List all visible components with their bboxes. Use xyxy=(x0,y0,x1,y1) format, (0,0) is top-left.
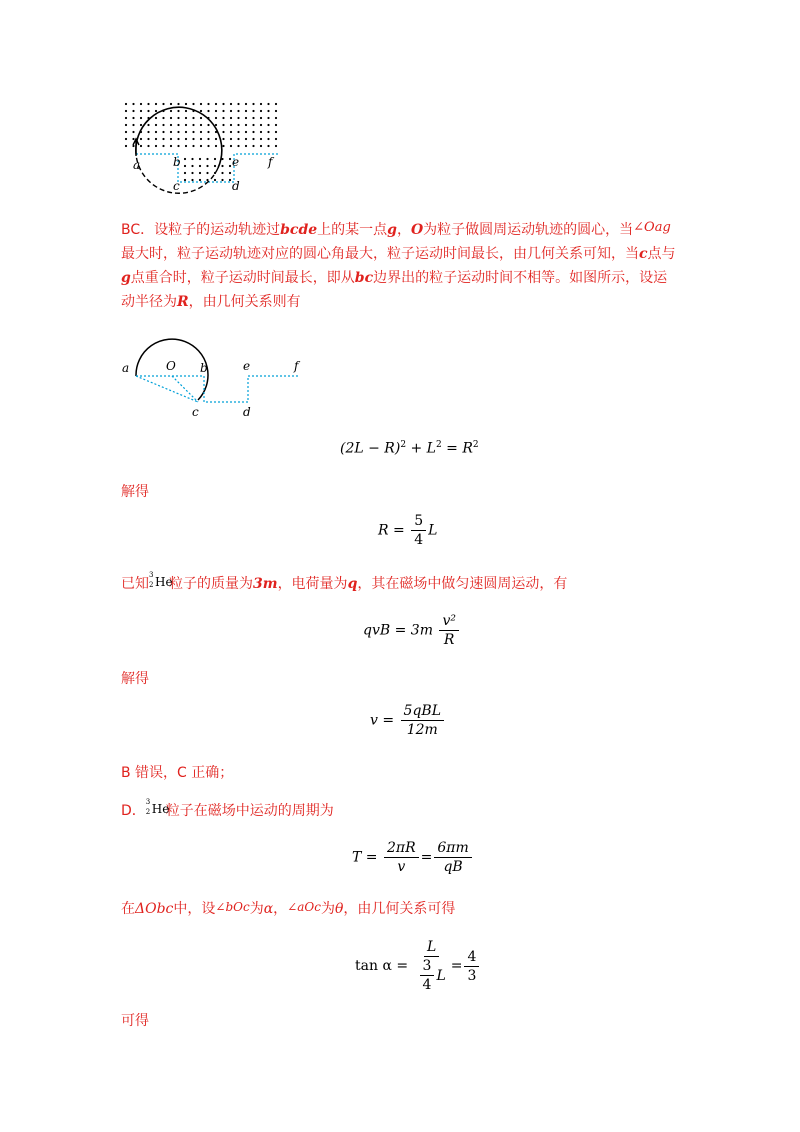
geometry-lines xyxy=(136,376,300,402)
field-dot xyxy=(230,124,232,126)
field-dot xyxy=(184,165,186,167)
field-dot xyxy=(230,117,232,119)
eq1-rhs: = R xyxy=(441,440,473,457)
var-mass: 3m xyxy=(253,576,278,592)
field-dot xyxy=(230,131,232,133)
field-dot xyxy=(132,131,134,133)
field-dot xyxy=(207,131,209,133)
helium-3-symbol xyxy=(145,798,170,816)
text: 粒子的质量为 xyxy=(169,576,253,592)
numerator: v² xyxy=(439,612,459,631)
var-g: g xyxy=(387,222,397,238)
field-dot xyxy=(185,138,187,140)
field-dot xyxy=(125,138,127,140)
option-label-d: D． xyxy=(121,803,146,819)
mass-number: 3 xyxy=(145,798,151,806)
field-dot xyxy=(252,110,254,112)
field-dot xyxy=(230,145,232,147)
fig1-label-c: c xyxy=(173,179,180,193)
equation-5 xyxy=(352,839,474,876)
field-dot xyxy=(140,117,142,119)
var-theta: θ xyxy=(334,901,344,917)
field-dot xyxy=(237,138,239,140)
numerator: L xyxy=(424,938,439,957)
field-dot xyxy=(200,138,202,140)
text: 上的某一点 xyxy=(317,222,388,238)
field-dot xyxy=(252,103,254,105)
field-dot xyxy=(185,145,187,147)
field-dot xyxy=(222,110,224,112)
sup: 2 xyxy=(400,440,407,450)
fraction xyxy=(401,702,444,739)
var-g: g xyxy=(121,270,131,286)
field-dot xyxy=(155,117,157,119)
field-dot xyxy=(199,172,201,174)
field-dot xyxy=(177,138,179,140)
fraction xyxy=(411,512,426,549)
angle-boc: ∠bOc xyxy=(215,900,250,914)
field-dot xyxy=(267,131,269,133)
figure-2-diagram xyxy=(118,330,318,426)
field-dot xyxy=(185,117,187,119)
fig2-label-o: O xyxy=(166,359,176,373)
field-dot xyxy=(252,124,254,126)
text: 在 xyxy=(121,901,135,917)
field-dot xyxy=(162,103,164,105)
field-dot xyxy=(275,131,277,133)
field-dot xyxy=(215,103,217,105)
field-dot xyxy=(155,103,157,105)
field-dot xyxy=(132,124,134,126)
field-dot xyxy=(155,145,157,147)
text: ，由几何关系则有 xyxy=(188,294,301,310)
field-dot xyxy=(185,131,187,133)
text: 设粒子的运动轨迹过 xyxy=(154,222,281,238)
field-dot xyxy=(260,117,262,119)
field-dot xyxy=(185,124,187,126)
field-dot xyxy=(192,103,194,105)
field-dot xyxy=(252,117,254,119)
field-dot xyxy=(192,145,194,147)
field-dot xyxy=(267,138,269,140)
field-dot xyxy=(221,172,223,174)
field-dot xyxy=(260,138,262,140)
field-dot xyxy=(177,103,179,105)
velocity-arrow xyxy=(133,139,139,156)
field-dot xyxy=(222,124,224,126)
denominator-tail: L xyxy=(436,967,446,984)
fig2-label-e: e xyxy=(243,359,251,373)
paragraph-triangle xyxy=(121,898,455,918)
text: 已知 xyxy=(121,576,149,592)
field-dot xyxy=(214,165,216,167)
eq1-lhs: (2L − R) xyxy=(340,440,401,457)
field-dot xyxy=(147,138,149,140)
figure-1-diagram xyxy=(118,96,288,202)
field-dot xyxy=(140,138,142,140)
text: 为粒子做圆周运动轨迹的圆心，当 xyxy=(423,222,634,238)
field-dot xyxy=(260,103,262,105)
denominator: qB xyxy=(443,859,463,875)
compound-fraction xyxy=(415,938,449,994)
field-dot xyxy=(206,158,208,160)
eq6-lhs: tan α = xyxy=(355,958,409,974)
fraction xyxy=(384,839,419,876)
text-kede: 可得 xyxy=(121,1013,149,1029)
field-dot xyxy=(267,145,269,147)
var-bc: bc xyxy=(354,270,374,286)
element-symbol: He xyxy=(155,575,173,589)
text: 中，设 xyxy=(173,901,216,917)
field-dot xyxy=(170,103,172,105)
sup: 2 xyxy=(472,440,479,450)
field-dot xyxy=(207,124,209,126)
field-dot xyxy=(207,110,209,112)
field-dot xyxy=(199,158,201,160)
field-dot xyxy=(252,131,254,133)
field-dot xyxy=(267,103,269,105)
equation-1 xyxy=(340,440,479,457)
field-dot xyxy=(206,172,208,174)
text: ， xyxy=(273,901,288,917)
numerator: 6πm xyxy=(434,839,471,858)
fig1-label-d: d xyxy=(232,179,240,193)
eq4-lhs: v = xyxy=(370,712,395,729)
field-dot xyxy=(191,172,193,174)
field-dot xyxy=(252,145,254,147)
text: 为 xyxy=(249,901,264,917)
numerator: 4 xyxy=(464,948,479,967)
var-c: c xyxy=(639,246,648,262)
field-dot xyxy=(275,145,277,147)
eq5-lhs: T = xyxy=(352,849,378,866)
fig2-label-b: b xyxy=(200,361,208,375)
field-dot xyxy=(245,124,247,126)
field-dot xyxy=(170,117,172,119)
field-dot xyxy=(132,138,134,140)
text: 点与 xyxy=(647,246,676,262)
field-dot xyxy=(206,165,208,167)
field-dot xyxy=(147,110,149,112)
field-dot xyxy=(245,110,247,112)
eq2-rhs: L xyxy=(428,522,438,539)
field-dot xyxy=(207,103,209,105)
var-alpha: α xyxy=(263,901,274,917)
field-dot xyxy=(245,138,247,140)
field-dot xyxy=(222,138,224,140)
field-dot xyxy=(191,165,193,167)
text: 边界出的粒子运动时间不相等。如图所示，设运动半径为 xyxy=(121,270,668,310)
atomic-number: 2 xyxy=(149,581,154,589)
field-dot xyxy=(275,103,277,105)
field-dot xyxy=(215,124,217,126)
field-dot xyxy=(132,117,134,119)
field-dot xyxy=(237,124,239,126)
field-dot xyxy=(177,131,179,133)
field-dot xyxy=(275,138,277,140)
field-dot xyxy=(275,117,277,119)
fig1-label-f: f xyxy=(268,155,273,169)
paragraph-known xyxy=(121,573,567,593)
field-dot xyxy=(230,103,232,105)
field-dot xyxy=(222,117,224,119)
field-dot xyxy=(229,158,231,160)
eq2-lhs: R = xyxy=(378,522,405,539)
field-dot xyxy=(125,110,127,112)
field-dot xyxy=(125,145,127,147)
field-dot xyxy=(185,103,187,105)
field-dot xyxy=(229,172,231,174)
text: 点重合时，粒子运动时间最长，即从 xyxy=(130,270,355,286)
field-dot xyxy=(207,138,209,140)
field-dot xyxy=(215,117,217,119)
field-dot xyxy=(140,103,142,105)
field-dot xyxy=(140,145,142,147)
fig2-label-f: f xyxy=(294,359,299,373)
field-dot xyxy=(170,124,172,126)
field-dot xyxy=(155,110,157,112)
field-dot xyxy=(237,110,239,112)
helium-3-symbol xyxy=(149,571,173,589)
field-dot xyxy=(245,145,247,147)
text: ，电荷量为 xyxy=(277,576,348,592)
field-dot xyxy=(245,117,247,119)
field-dot xyxy=(177,117,179,119)
field-dot xyxy=(170,131,172,133)
field-dot xyxy=(260,131,262,133)
var-o: O xyxy=(410,222,424,238)
field-dot xyxy=(200,124,202,126)
field-dot xyxy=(162,131,164,133)
field-dot xyxy=(200,145,202,147)
angle-oag: ∠Oag xyxy=(633,220,671,235)
field-dot xyxy=(155,131,157,133)
text-b-wrong-c-right: B 错误，C 正确； xyxy=(121,765,234,781)
field-dot xyxy=(184,158,186,160)
denominator xyxy=(415,957,449,994)
field-dot xyxy=(215,110,217,112)
field-dot xyxy=(192,131,194,133)
field-dot xyxy=(214,158,216,160)
fig1-label-e: e xyxy=(232,155,240,169)
field-dot xyxy=(132,103,134,105)
field-dot xyxy=(162,124,164,126)
text: 为 xyxy=(320,901,335,917)
field-dot xyxy=(237,131,239,133)
field-dot xyxy=(200,117,202,119)
equation-6 xyxy=(355,938,481,994)
field-dot xyxy=(170,145,172,147)
triangle-obc: ΔObc xyxy=(135,901,174,917)
field-dot xyxy=(245,103,247,105)
field-dot xyxy=(200,131,202,133)
denominator: v xyxy=(397,859,406,875)
field-dot xyxy=(222,131,224,133)
field-dot xyxy=(199,165,201,167)
text: 最大时，粒子运动轨迹对应的圆心角最大，粒子运动时间最长，由几何关系可知，当 xyxy=(121,246,639,262)
equation-4 xyxy=(370,702,446,739)
text: 粒子在磁场中运动的周期为 xyxy=(165,803,334,819)
field-dot xyxy=(170,138,172,140)
field-dot xyxy=(191,179,193,181)
field-dot xyxy=(229,179,231,181)
paragraph-d xyxy=(121,800,334,820)
field-dot xyxy=(237,145,239,147)
field-dot xyxy=(147,124,149,126)
text-jiede-2: 解得 xyxy=(121,671,149,687)
numerator: 5qBL xyxy=(401,702,444,721)
field-dot xyxy=(215,138,217,140)
eq3-lhs: qvB = 3m xyxy=(363,622,433,639)
field-dot xyxy=(215,145,217,147)
field-dot xyxy=(267,124,269,126)
field-dot xyxy=(267,117,269,119)
field-dot xyxy=(260,110,262,112)
text: ，其在磁场中做匀速圆周运动，有 xyxy=(357,576,568,592)
inner-fraction xyxy=(420,957,435,994)
fig2-label-d: d xyxy=(243,405,251,419)
field-dot xyxy=(229,165,231,167)
field-dot xyxy=(177,145,179,147)
denominator: 12m xyxy=(406,722,438,738)
field-dot xyxy=(184,179,186,181)
fraction xyxy=(439,612,459,649)
field-dot xyxy=(267,110,269,112)
numerator: 5 xyxy=(411,512,426,531)
text-jiede-1: 解得 xyxy=(121,484,149,500)
denominator: 4 xyxy=(422,977,432,993)
sup: 2 xyxy=(435,440,442,450)
field-dot xyxy=(140,110,142,112)
field-dot xyxy=(162,138,164,140)
field-dot xyxy=(125,117,127,119)
fig2-label-c: c xyxy=(192,405,199,419)
field-dot xyxy=(237,103,239,105)
angle-aoc: ∠aOc xyxy=(287,900,321,914)
numerator: 2πR xyxy=(384,839,419,858)
field-dot xyxy=(237,117,239,119)
field-dot xyxy=(192,138,194,140)
text: ，由几何关系可得 xyxy=(343,901,456,917)
option-label-bc: BC． xyxy=(121,222,155,238)
var-q: q xyxy=(347,576,358,592)
field-dot xyxy=(191,158,193,160)
field-dot xyxy=(275,110,277,112)
denominator: 3 xyxy=(467,967,477,984)
field-dot xyxy=(147,145,149,147)
fraction xyxy=(464,948,479,985)
field-dot xyxy=(177,124,179,126)
field-dot xyxy=(260,124,262,126)
denominator: R xyxy=(443,632,455,648)
fig2-label-a: a xyxy=(122,361,130,375)
field-dot xyxy=(230,110,232,112)
field-dot xyxy=(192,124,194,126)
mass-number: 3 xyxy=(149,571,154,579)
field-dot xyxy=(221,179,223,181)
field-dot xyxy=(162,145,164,147)
field-dot xyxy=(199,179,201,181)
field-dot xyxy=(252,138,254,140)
field-dot xyxy=(184,172,186,174)
field-dot xyxy=(132,110,134,112)
field-dot xyxy=(221,165,223,167)
field-dot xyxy=(125,131,127,133)
equation-3 xyxy=(363,612,461,649)
field-dot xyxy=(170,110,172,112)
field-dot xyxy=(125,124,127,126)
field-dot xyxy=(230,138,232,140)
var-r: R xyxy=(177,294,189,310)
fig1-label-a: a xyxy=(133,158,141,172)
field-dot xyxy=(147,103,149,105)
field-dot xyxy=(177,110,179,112)
field-dot xyxy=(140,124,142,126)
text: ， xyxy=(396,222,411,238)
field-dot xyxy=(185,110,187,112)
field-dot xyxy=(155,138,157,140)
fig1-label-b: b xyxy=(173,155,181,169)
element-symbol: He xyxy=(151,802,170,816)
equals: = xyxy=(420,849,433,866)
field-dot xyxy=(200,103,202,105)
field-dot xyxy=(200,110,202,112)
denominator: 4 xyxy=(414,532,424,548)
field-dot xyxy=(147,131,149,133)
eq1-plus: + L xyxy=(406,440,436,457)
paragraph-bc xyxy=(121,216,681,314)
equals: = xyxy=(450,958,463,974)
field-dot xyxy=(207,145,209,147)
magnetic-field-dots xyxy=(125,103,277,181)
var-bcde: bcde xyxy=(280,222,318,238)
field-dot xyxy=(162,117,164,119)
fraction xyxy=(434,839,471,876)
field-dot xyxy=(245,131,247,133)
field-dot xyxy=(260,145,262,147)
field-dot xyxy=(275,124,277,126)
atomic-number: 2 xyxy=(145,808,151,816)
field-dot xyxy=(214,179,216,181)
field-dot xyxy=(222,145,224,147)
field-dot xyxy=(192,117,194,119)
field-dot xyxy=(222,103,224,105)
numerator: 3 xyxy=(420,957,435,976)
equation-2 xyxy=(378,512,437,549)
field-dot xyxy=(155,124,157,126)
field-dot xyxy=(125,103,127,105)
